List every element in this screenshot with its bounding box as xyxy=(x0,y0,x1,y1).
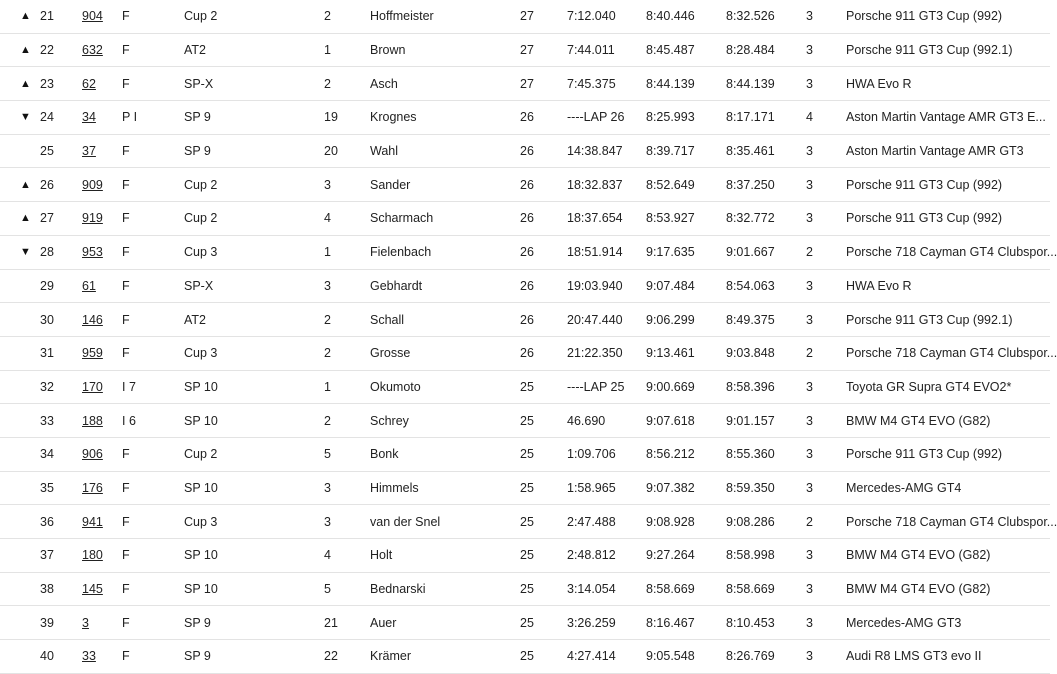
laps-cell: 26 xyxy=(520,312,534,327)
status-cell: F xyxy=(122,76,130,91)
position-cell: 37 xyxy=(40,548,54,563)
last-lap-cell: 9:06.299 xyxy=(646,312,695,327)
class-cell: SP 10 xyxy=(184,413,218,428)
best-lap-cell: 8:32.526 xyxy=(726,9,775,24)
pit-stops-cell: 3 xyxy=(806,548,813,563)
best-lap-cell: 9:01.667 xyxy=(726,245,775,260)
table-row xyxy=(0,539,1050,573)
position-cell: 28 xyxy=(40,245,54,260)
last-lap-cell: 9:07.382 xyxy=(646,480,695,495)
vehicle-cell: Mercedes-AMG GT4 xyxy=(846,480,962,495)
gap-cell: 46.690 xyxy=(567,413,606,428)
position-change-icon: ▼ xyxy=(20,111,31,124)
status-cell: F xyxy=(122,144,130,159)
best-lap-cell: 8:54.063 xyxy=(726,278,775,293)
class-position-cell: 2 xyxy=(324,76,331,91)
class-cell: SP 9 xyxy=(184,110,211,125)
class-position-cell: 2 xyxy=(324,413,331,428)
class-position-cell: 5 xyxy=(324,447,331,462)
status-cell: F xyxy=(122,346,130,361)
gap-cell: 1:58.965 xyxy=(567,480,616,495)
class-position-cell: 5 xyxy=(324,582,331,597)
pit-stops-cell: 3 xyxy=(806,211,813,226)
car-number-link[interactable]: 180 xyxy=(82,548,103,563)
pit-stops-cell: 3 xyxy=(806,76,813,91)
table-row xyxy=(0,371,1050,405)
last-lap-cell: 8:56.212 xyxy=(646,447,695,462)
car-number-link[interactable]: 146 xyxy=(82,312,103,327)
driver-cell: Bednarski xyxy=(370,582,426,597)
laps-cell: 26 xyxy=(520,144,534,159)
last-lap-cell: 8:40.446 xyxy=(646,9,695,24)
gap-cell: 20:47.440 xyxy=(567,312,623,327)
last-lap-cell: 8:52.649 xyxy=(646,177,695,192)
table-row xyxy=(0,606,1050,640)
position-cell: 33 xyxy=(40,413,54,428)
last-lap-cell: 9:27.264 xyxy=(646,548,695,563)
last-lap-cell: 8:44.139 xyxy=(646,76,695,91)
class-cell: SP 9 xyxy=(184,144,211,159)
gap-cell: 14:38.847 xyxy=(567,144,623,159)
car-number-link[interactable]: 61 xyxy=(82,278,96,293)
position-cell: 34 xyxy=(40,447,54,462)
laps-cell: 26 xyxy=(520,110,534,125)
table-row xyxy=(0,34,1050,68)
best-lap-cell: 8:26.769 xyxy=(726,649,775,664)
laps-cell: 25 xyxy=(520,582,534,597)
table-row xyxy=(0,640,1050,674)
pit-stops-cell: 3 xyxy=(806,582,813,597)
position-cell: 25 xyxy=(40,144,54,159)
status-cell: F xyxy=(122,615,130,630)
vehicle-cell: Porsche 911 GT3 Cup (992) xyxy=(846,447,1003,462)
class-position-cell: 1 xyxy=(324,245,331,260)
laps-cell: 27 xyxy=(520,76,534,91)
car-number-link[interactable]: 33 xyxy=(82,649,96,664)
vehicle-cell: Porsche 911 GT3 Cup (992.1) xyxy=(846,43,1013,58)
driver-cell: van der Snel xyxy=(370,514,441,529)
laps-cell: 26 xyxy=(520,177,534,192)
table-row xyxy=(0,236,1057,270)
pit-stops-cell: 2 xyxy=(806,245,813,260)
pit-stops-cell: 4 xyxy=(806,110,813,125)
laps-cell: 27 xyxy=(520,43,534,58)
pit-stops-cell: 3 xyxy=(806,144,813,159)
last-lap-cell: 8:53.927 xyxy=(646,211,695,226)
driver-cell: Bonk xyxy=(370,447,399,462)
gap-cell: 7:45.375 xyxy=(567,76,616,91)
position-change-icon: ▲ xyxy=(20,10,31,23)
class-cell: SP 9 xyxy=(184,615,211,630)
status-cell: F xyxy=(122,245,130,260)
class-cell: Cup 3 xyxy=(184,245,218,260)
class-cell: SP-X xyxy=(184,278,214,293)
class-cell: Cup 2 xyxy=(184,177,218,192)
driver-cell: Scharmach xyxy=(370,211,434,226)
table-row xyxy=(0,202,1050,236)
driver-cell: Grosse xyxy=(370,346,411,361)
gap-cell: 1:09.706 xyxy=(567,447,616,462)
gap-cell: 3:14.054 xyxy=(567,582,616,597)
position-cell: 31 xyxy=(40,346,54,361)
class-cell: SP-X xyxy=(184,76,214,91)
car-number-link[interactable]: 909 xyxy=(82,177,103,192)
car-number-link[interactable]: 632 xyxy=(82,43,103,58)
pit-stops-cell: 3 xyxy=(806,278,813,293)
driver-cell: Hoffmeister xyxy=(370,9,434,24)
class-position-cell: 3 xyxy=(324,480,331,495)
car-number-link[interactable]: 170 xyxy=(82,379,103,394)
last-lap-cell: 9:13.461 xyxy=(646,346,695,361)
vehicle-cell: Aston Martin Vantage AMR GT3 E... xyxy=(846,110,1046,125)
position-cell: 38 xyxy=(40,582,54,597)
car-number-link[interactable]: 904 xyxy=(82,9,103,24)
status-cell: F xyxy=(122,211,130,226)
laps-cell: 25 xyxy=(520,649,534,664)
driver-cell: Brown xyxy=(370,43,406,58)
last-lap-cell: 9:08.928 xyxy=(646,514,695,529)
best-lap-cell: 8:58.998 xyxy=(726,548,775,563)
car-number-link[interactable]: 3 xyxy=(82,615,89,630)
laps-cell: 25 xyxy=(520,413,534,428)
vehicle-cell: Porsche 718 Cayman GT4 Clubspor... xyxy=(846,245,1057,260)
class-cell: Cup 2 xyxy=(184,211,218,226)
table-row xyxy=(0,505,1057,539)
gap-cell: 18:37.654 xyxy=(567,211,623,226)
pit-stops-cell: 3 xyxy=(806,447,813,462)
status-cell: I 6 xyxy=(122,413,136,428)
vehicle-cell: BMW M4 GT4 EVO (G82) xyxy=(846,548,991,563)
class-position-cell: 21 xyxy=(324,615,338,630)
car-number-link[interactable]: 176 xyxy=(82,480,103,495)
laps-cell: 25 xyxy=(520,447,534,462)
car-number-link[interactable]: 959 xyxy=(82,346,103,361)
table-row xyxy=(0,472,1050,506)
class-position-cell: 4 xyxy=(324,211,331,226)
car-number-link[interactable]: 941 xyxy=(82,514,103,529)
status-cell: F xyxy=(122,548,130,563)
position-cell: 32 xyxy=(40,379,54,394)
position-cell: 23 xyxy=(40,76,54,91)
status-cell: F xyxy=(122,43,130,58)
table-row xyxy=(0,67,1050,101)
status-cell: I 7 xyxy=(122,379,136,394)
best-lap-cell: 8:58.396 xyxy=(726,379,775,394)
gap-cell: 19:03.940 xyxy=(567,278,623,293)
status-cell: F xyxy=(122,480,130,495)
driver-cell: Schrey xyxy=(370,413,409,428)
table-row xyxy=(0,573,1050,607)
best-lap-cell: 8:35.461 xyxy=(726,144,775,159)
last-lap-cell: 8:39.717 xyxy=(646,144,695,159)
pit-stops-cell: 3 xyxy=(806,43,813,58)
class-cell: SP 10 xyxy=(184,548,218,563)
class-cell: Cup 3 xyxy=(184,514,218,529)
last-lap-cell: 9:05.548 xyxy=(646,649,695,664)
laps-cell: 26 xyxy=(520,346,534,361)
best-lap-cell: 8:49.375 xyxy=(726,312,775,327)
vehicle-cell: BMW M4 GT4 EVO (G82) xyxy=(846,582,991,597)
position-cell: 27 xyxy=(40,211,54,226)
position-change-icon: ▲ xyxy=(20,178,31,191)
status-cell: F xyxy=(122,9,130,24)
laps-cell: 26 xyxy=(520,211,534,226)
laps-cell: 25 xyxy=(520,615,534,630)
pit-stops-cell: 3 xyxy=(806,379,813,394)
car-number-link[interactable]: 62 xyxy=(82,76,96,91)
gap-cell: 18:51.914 xyxy=(567,245,623,260)
best-lap-cell: 8:28.484 xyxy=(726,43,775,58)
pit-stops-cell: 3 xyxy=(806,615,813,630)
class-position-cell: 2 xyxy=(324,346,331,361)
vehicle-cell: Porsche 911 GT3 Cup (992) xyxy=(846,9,1003,24)
pit-stops-cell: 3 xyxy=(806,413,813,428)
class-position-cell: 3 xyxy=(324,278,331,293)
last-lap-cell: 9:00.669 xyxy=(646,379,695,394)
driver-cell: Asch xyxy=(370,76,398,91)
vehicle-cell: BMW M4 GT4 EVO (G82) xyxy=(846,413,991,428)
status-cell: P I xyxy=(122,110,138,125)
gap-cell: 7:12.040 xyxy=(567,9,616,24)
gap-cell: 21:22.350 xyxy=(567,346,623,361)
position-change-icon: ▼ xyxy=(20,246,31,259)
status-cell: F xyxy=(122,514,130,529)
position-change-icon: ▲ xyxy=(20,44,31,57)
vehicle-cell: Porsche 718 Cayman GT4 Clubspor... xyxy=(846,514,1057,529)
class-position-cell: 3 xyxy=(324,514,331,529)
car-number-link[interactable]: 919 xyxy=(82,211,103,226)
pit-stops-cell: 3 xyxy=(806,649,813,664)
pit-stops-cell: 2 xyxy=(806,346,813,361)
status-cell: F xyxy=(122,177,130,192)
vehicle-cell: Audi R8 LMS GT3 evo II xyxy=(846,649,982,664)
position-cell: 29 xyxy=(40,278,54,293)
class-cell: SP 10 xyxy=(184,582,218,597)
position-cell: 24 xyxy=(40,110,54,125)
last-lap-cell: 8:25.993 xyxy=(646,110,695,125)
table-row xyxy=(0,135,1050,169)
last-lap-cell: 8:16.467 xyxy=(646,615,695,630)
vehicle-cell: Aston Martin Vantage AMR GT3 xyxy=(846,144,1024,159)
vehicle-cell: Porsche 911 GT3 Cup (992) xyxy=(846,177,1003,192)
best-lap-cell: 9:03.848 xyxy=(726,346,775,361)
car-number-link[interactable]: 37 xyxy=(82,144,96,159)
gap-cell: 4:27.414 xyxy=(567,649,616,664)
class-position-cell: 1 xyxy=(324,379,331,394)
last-lap-cell: 8:58.669 xyxy=(646,582,695,597)
driver-cell: Wahl xyxy=(370,144,399,159)
class-position-cell: 3 xyxy=(324,177,331,192)
position-cell: 36 xyxy=(40,514,54,529)
table-row xyxy=(0,438,1050,472)
position-cell: 39 xyxy=(40,615,54,630)
driver-cell: Schall xyxy=(370,312,405,327)
last-lap-cell: 9:07.618 xyxy=(646,413,695,428)
gap-cell: ----LAP 25 xyxy=(567,379,625,394)
pit-stops-cell: 3 xyxy=(806,480,813,495)
laps-cell: 26 xyxy=(520,245,534,260)
best-lap-cell: 9:01.157 xyxy=(726,413,775,428)
driver-cell: Gebhardt xyxy=(370,278,423,293)
position-change-icon: ▲ xyxy=(20,77,31,90)
last-lap-cell: 8:45.487 xyxy=(646,43,695,58)
position-cell: 40 xyxy=(40,649,54,664)
status-cell: F xyxy=(122,582,130,597)
class-position-cell: 2 xyxy=(324,312,331,327)
class-cell: SP 9 xyxy=(184,649,211,664)
driver-cell: Okumoto xyxy=(370,379,421,394)
class-position-cell: 22 xyxy=(324,649,338,664)
table-row xyxy=(0,404,1050,438)
class-position-cell: 19 xyxy=(324,110,338,125)
last-lap-cell: 9:17.635 xyxy=(646,245,695,260)
driver-cell: Krämer xyxy=(370,649,411,664)
car-number-link[interactable]: 953 xyxy=(82,245,103,260)
gap-cell: 7:44.011 xyxy=(567,43,615,58)
car-number-link[interactable]: 145 xyxy=(82,582,103,597)
vehicle-cell: Porsche 911 GT3 Cup (992) xyxy=(846,211,1003,226)
best-lap-cell: 8:55.360 xyxy=(726,447,775,462)
driver-cell: Holt xyxy=(370,548,393,563)
pit-stops-cell: 3 xyxy=(806,312,813,327)
class-cell: Cup 2 xyxy=(184,447,218,462)
table-row xyxy=(0,101,1050,135)
gap-cell: 2:48.812 xyxy=(567,548,616,563)
laps-cell: 26 xyxy=(520,278,534,293)
best-lap-cell: 8:44.139 xyxy=(726,76,775,91)
car-number-link[interactable]: 188 xyxy=(82,413,103,428)
position-cell: 30 xyxy=(40,312,54,327)
status-cell: F xyxy=(122,447,130,462)
best-lap-cell: 8:37.250 xyxy=(726,177,775,192)
gap-cell: ----LAP 26 xyxy=(567,110,625,125)
pit-stops-cell: 2 xyxy=(806,514,813,529)
laps-cell: 25 xyxy=(520,548,534,563)
class-cell: AT2 xyxy=(184,43,206,58)
status-cell: F xyxy=(122,312,130,327)
class-position-cell: 20 xyxy=(324,144,338,159)
position-cell: 35 xyxy=(40,480,54,495)
position-cell: 26 xyxy=(40,177,54,192)
table-row xyxy=(0,337,1057,371)
best-lap-cell: 8:10.453 xyxy=(726,615,775,630)
class-position-cell: 2 xyxy=(324,9,331,24)
table-row xyxy=(0,270,1050,304)
class-cell: AT2 xyxy=(184,312,206,327)
status-cell: F xyxy=(122,649,130,664)
class-position-cell: 4 xyxy=(324,548,331,563)
driver-cell: Sander xyxy=(370,177,411,192)
driver-cell: Himmels xyxy=(370,480,419,495)
car-number-link[interactable]: 34 xyxy=(82,110,96,125)
vehicle-cell: Porsche 718 Cayman GT4 Clubspor... xyxy=(846,346,1057,361)
best-lap-cell: 9:08.286 xyxy=(726,514,775,529)
vehicle-cell: Porsche 911 GT3 Cup (992.1) xyxy=(846,312,1013,327)
best-lap-cell: 8:32.772 xyxy=(726,211,775,226)
position-change-icon: ▲ xyxy=(20,212,31,225)
gap-cell: 3:26.259 xyxy=(567,615,616,630)
driver-cell: Auer xyxy=(370,615,397,630)
vehicle-cell: Mercedes-AMG GT3 xyxy=(846,615,962,630)
laps-cell: 25 xyxy=(520,480,534,495)
table-row xyxy=(0,168,1050,202)
driver-cell: Krognes xyxy=(370,110,417,125)
driver-cell: Fielenbach xyxy=(370,245,432,260)
best-lap-cell: 8:59.350 xyxy=(726,480,775,495)
vehicle-cell: HWA Evo R xyxy=(846,76,912,91)
position-cell: 22 xyxy=(40,43,54,58)
best-lap-cell: 8:17.171 xyxy=(726,110,775,125)
class-cell: SP 10 xyxy=(184,379,218,394)
class-cell: SP 10 xyxy=(184,480,218,495)
last-lap-cell: 9:07.484 xyxy=(646,278,695,293)
best-lap-cell: 8:58.669 xyxy=(726,582,775,597)
laps-cell: 27 xyxy=(520,9,534,24)
table-row xyxy=(0,0,1050,34)
pit-stops-cell: 3 xyxy=(806,177,813,192)
car-number-link[interactable]: 906 xyxy=(82,447,103,462)
pit-stops-cell: 3 xyxy=(806,9,813,24)
vehicle-cell: HWA Evo R xyxy=(846,278,912,293)
laps-cell: 25 xyxy=(520,514,534,529)
class-position-cell: 1 xyxy=(324,43,331,58)
vehicle-cell: Toyota GR Supra GT4 EVO2* xyxy=(846,379,1012,394)
gap-cell: 2:47.488 xyxy=(567,514,616,529)
laps-cell: 25 xyxy=(520,379,534,394)
table-row xyxy=(0,303,1050,337)
class-cell: Cup 3 xyxy=(184,346,218,361)
status-cell: F xyxy=(122,278,130,293)
class-cell: Cup 2 xyxy=(184,9,218,24)
position-cell: 21 xyxy=(40,9,54,24)
gap-cell: 18:32.837 xyxy=(567,177,623,192)
